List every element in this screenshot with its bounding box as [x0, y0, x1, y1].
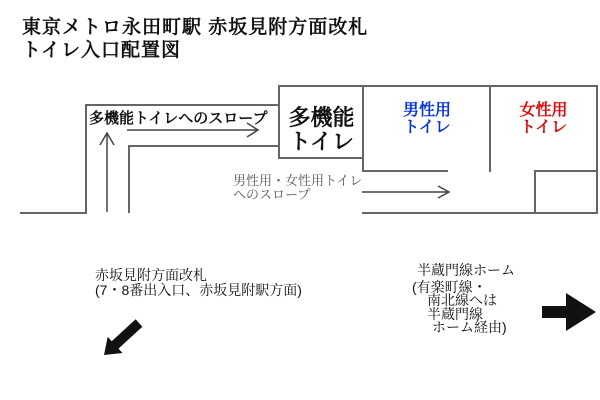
womens-toilet-label-line1: 女性用	[519, 102, 568, 119]
multifunction-ramp-label: 多機能トイレへのスロープ	[89, 110, 268, 127]
multifunction-toilet-label-line2: トイレ	[289, 129, 354, 154]
gate-label-line1: 赤坂見附方面改札	[95, 267, 207, 283]
corridor-up-arrow-icon	[100, 133, 114, 212]
mens-toilet-label-line2: トイレ	[403, 119, 451, 136]
hanzomon-label-line2: (有楽町線・	[412, 278, 487, 295]
gate-direction-southwest-arrow-icon	[104, 319, 142, 355]
hanzomon-label-line5: ホーム経由)	[432, 319, 507, 335]
gate-label-line2: (7・8番出入口、赤坂見附駅方面)	[95, 282, 302, 298]
hanzomon-label-line3: 南北線へは	[427, 292, 497, 308]
page-title: 東京メトロ永田町駅 赤坂見附方面改札	[22, 17, 369, 38]
mens-womens-ramp-label-line2: へのスロープ	[233, 187, 311, 202]
mens-womens-ramp-label-line1: 男性用・女性用トイレ	[233, 173, 363, 188]
multifunction-ramp-arrow-icon	[127, 123, 258, 137]
hanzomon-direction-right-arrow-icon	[542, 293, 596, 331]
mens-toilet-label-line1: 男性用	[402, 102, 451, 119]
page-subtitle: トイレ入口配置図	[22, 40, 182, 61]
hanzomon-label-line1: 半蔵門線ホーム	[417, 262, 515, 278]
hanzomon-label-line4: 半蔵門線	[427, 305, 483, 322]
womens-toilet-label-line2: トイレ	[519, 119, 568, 136]
multifunction-toilet-label-line1: 多機能	[288, 105, 355, 130]
mens-womens-ramp-arrow-icon	[362, 186, 449, 198]
